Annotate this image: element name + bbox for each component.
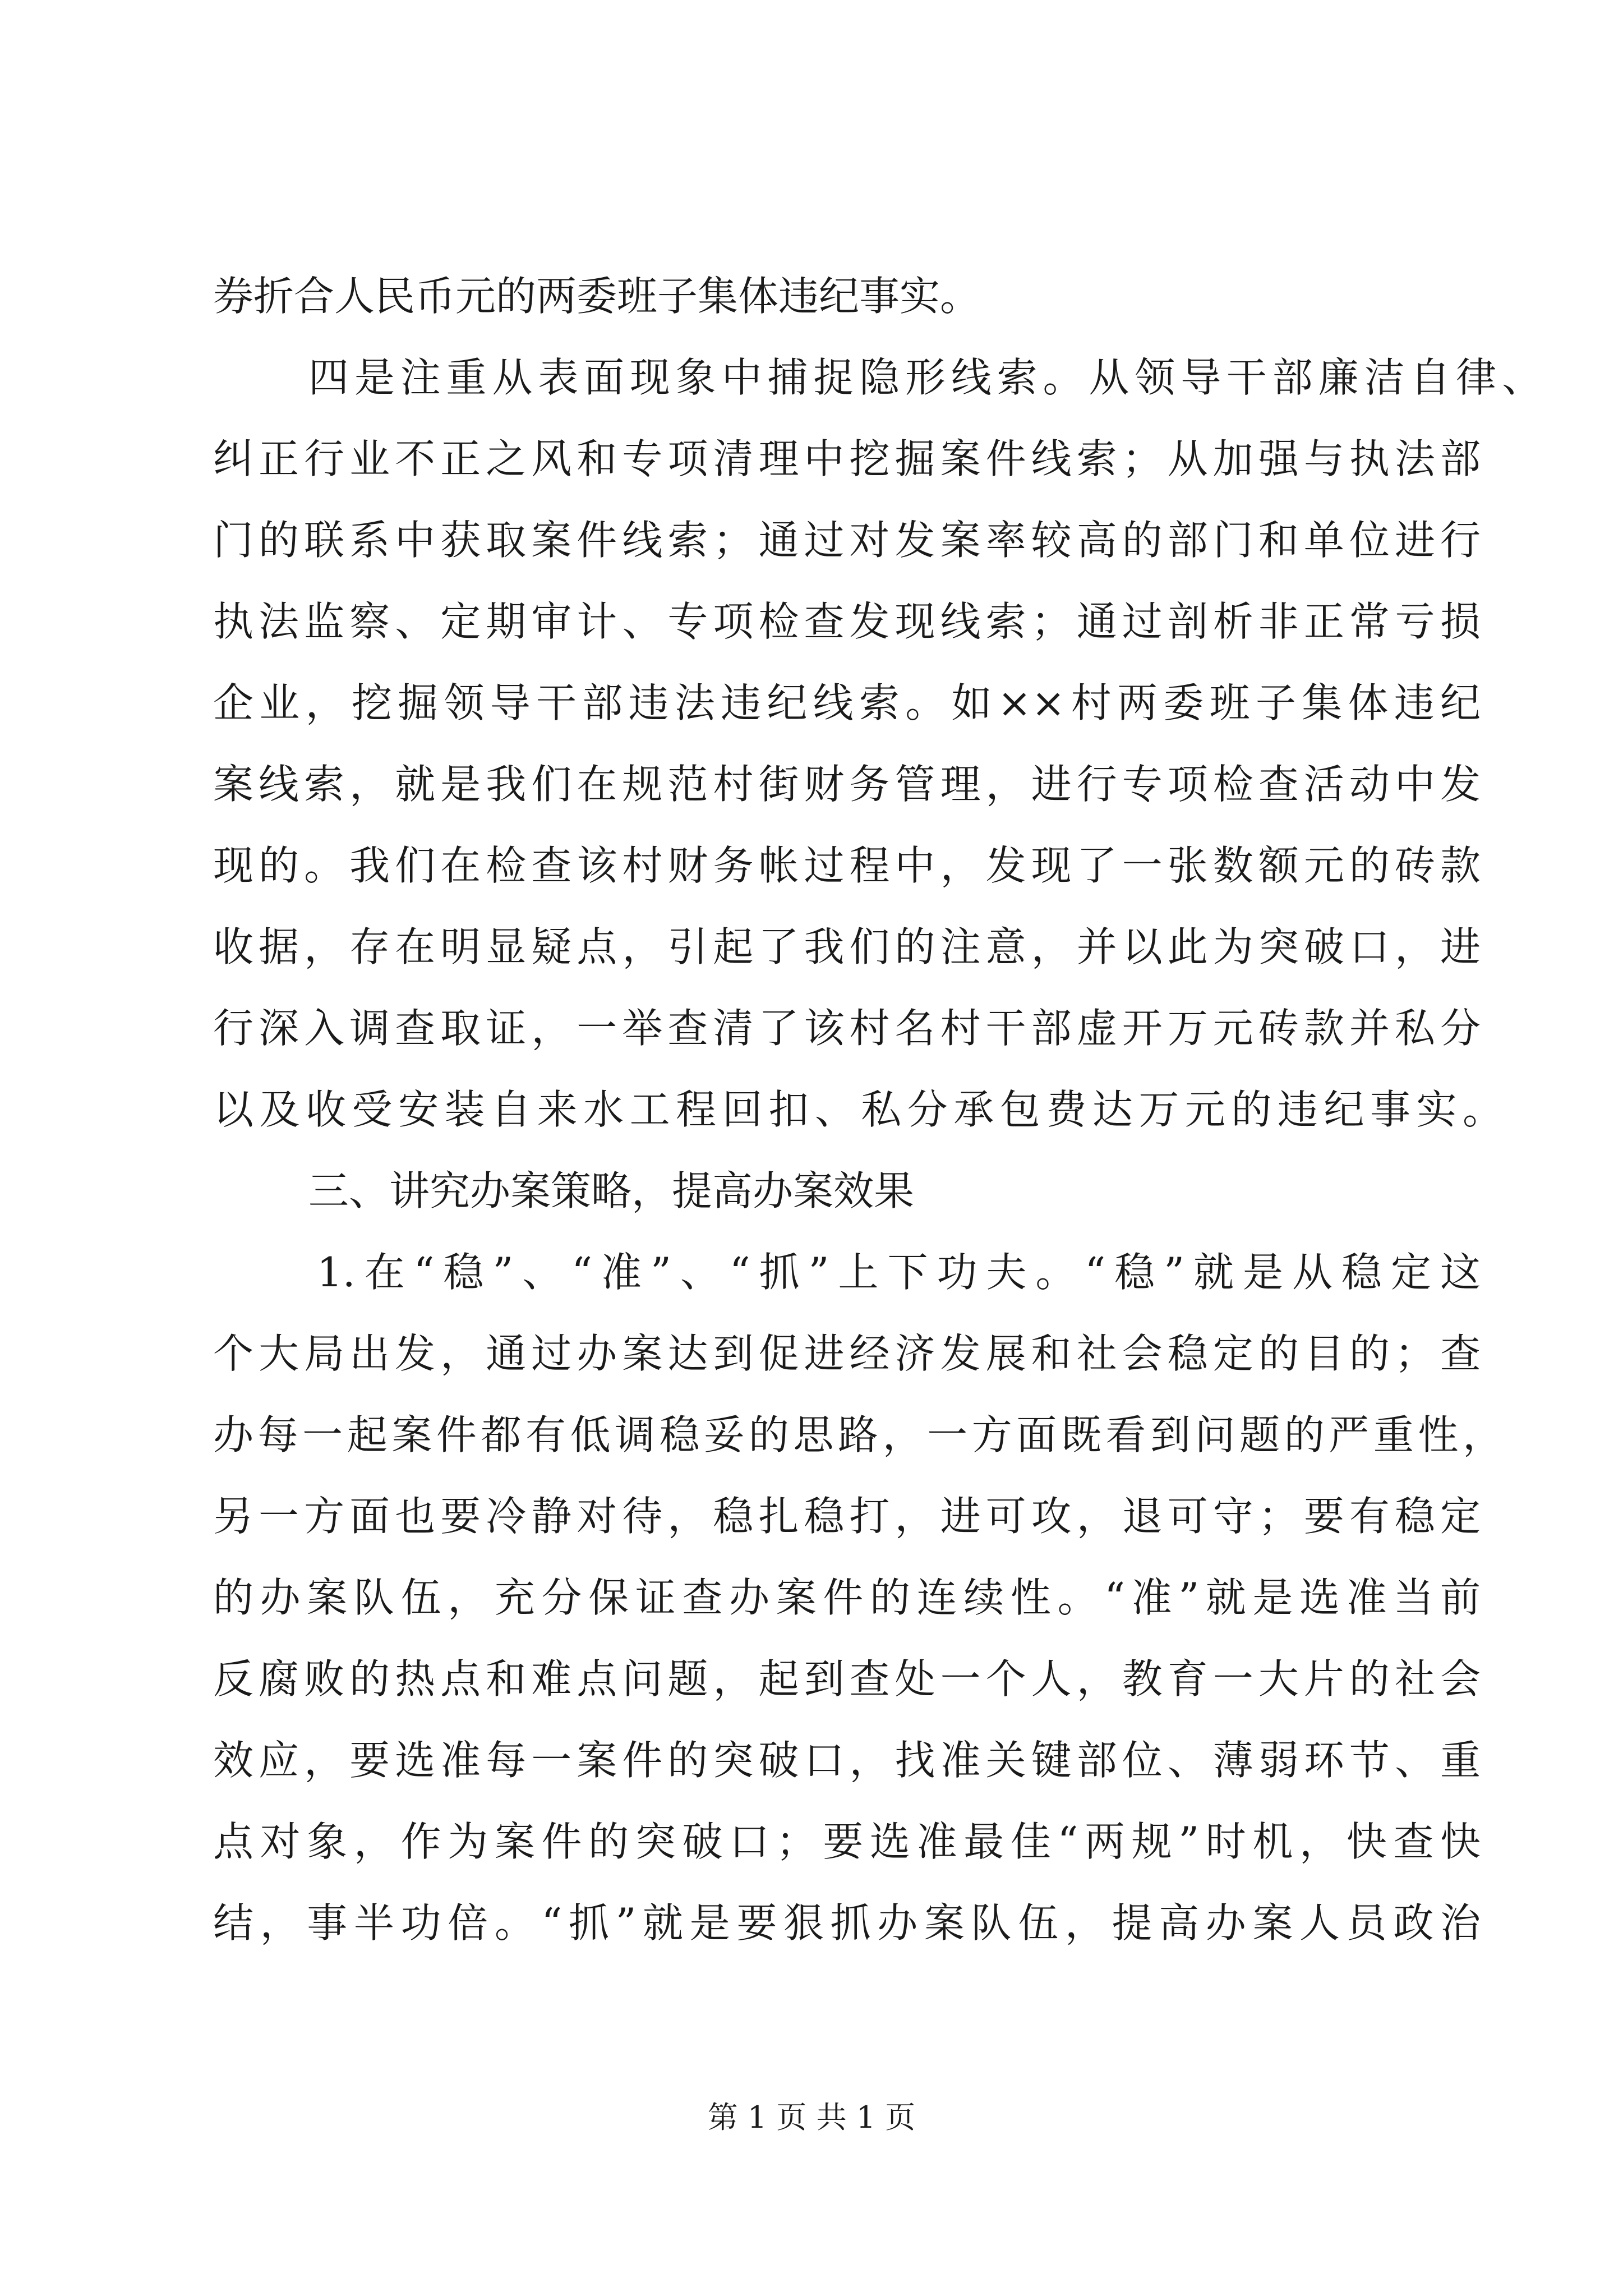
body-line-1: 券折合人民币元的两委班子集体违纪事实。 <box>213 273 981 320</box>
body-line-2: 四是注重从表面现象中捕捉隐形线索。从领导干部廉洁自律、 <box>308 354 1542 401</box>
body-line-5: 执法监察、定期审计、专项检查发现线索；通过剖析非正常亏损 <box>213 598 1481 645</box>
body-line-4: 门的联系中获取案件线索；通过对发案率较高的部门和单位进行 <box>213 517 1481 564</box>
body-line-3: 纠正行业不正之风和专项清理中挖掘案件线索；从加强与执法部 <box>213 435 1481 482</box>
body-line-19: 效应，要选准每一案件的突破口，找准关键部位、薄弱环节、重 <box>213 1737 1481 1784</box>
body-line-16: 另一方面也要冷静对待，稳扎稳打，进可攻，退可守；要有稳定 <box>213 1493 1481 1540</box>
document-body <box>213 256 1542 1964</box>
body-line-15: 办每一起案件都有低调稳妥的思路，一方面既看到问题的严重性， <box>213 1411 1503 1458</box>
body-line-14: 个大局出发，通过办案达到促进经济发展和社会稳定的目的；查 <box>213 1330 1481 1377</box>
body-line-8: 现的。我们在检查该村财务帐过程中，发现了一张数额元的砖款 <box>213 842 1481 889</box>
body-line-11: 以及收受安装自来水工程回扣、私分承包费达万元的违纪事实。 <box>213 1086 1503 1133</box>
body-line-10: 行深入调查取证，一举查清了该村名村干部虚开万元砖款并私分 <box>213 1005 1481 1052</box>
body-line-21: 结，事半功倍。“抓”就是要狠抓办案队伍，提高办案人员政治 <box>213 1899 1481 1947</box>
body-line-7: 案线索，就是我们在规范村街财务管理，进行专项检查活动中发 <box>213 761 1481 808</box>
body-line-20: 点对象，作为案件的突破口；要选准最佳“两规”时机，快查快 <box>213 1818 1481 1865</box>
body-line-6: 企业，挖掘领导干部违法违纪线索。如××村两委班子集体违纪 <box>213 679 1481 726</box>
body-line-9: 收据，存在明显疑点，引起了我们的注意，并以此为突破口，进 <box>213 923 1481 970</box>
body-line-18: 反腐败的热点和难点问题，起到查处一个人，教育一大片的社会 <box>213 1655 1481 1703</box>
section-heading: 三、讲究办案策略，提高办案效果 <box>308 1167 915 1214</box>
page-footer: 第 1 页 共 1 页 <box>707 2100 916 2135</box>
body-line-17: 的办案队伍，充分保证查办案件的连续性。“准”就是选准当前 <box>213 1574 1481 1621</box>
body-line-13: 1.在“稳”、“准”、“抓”上下功夫。“稳”就是从稳定这 <box>317 1249 1481 1296</box>
